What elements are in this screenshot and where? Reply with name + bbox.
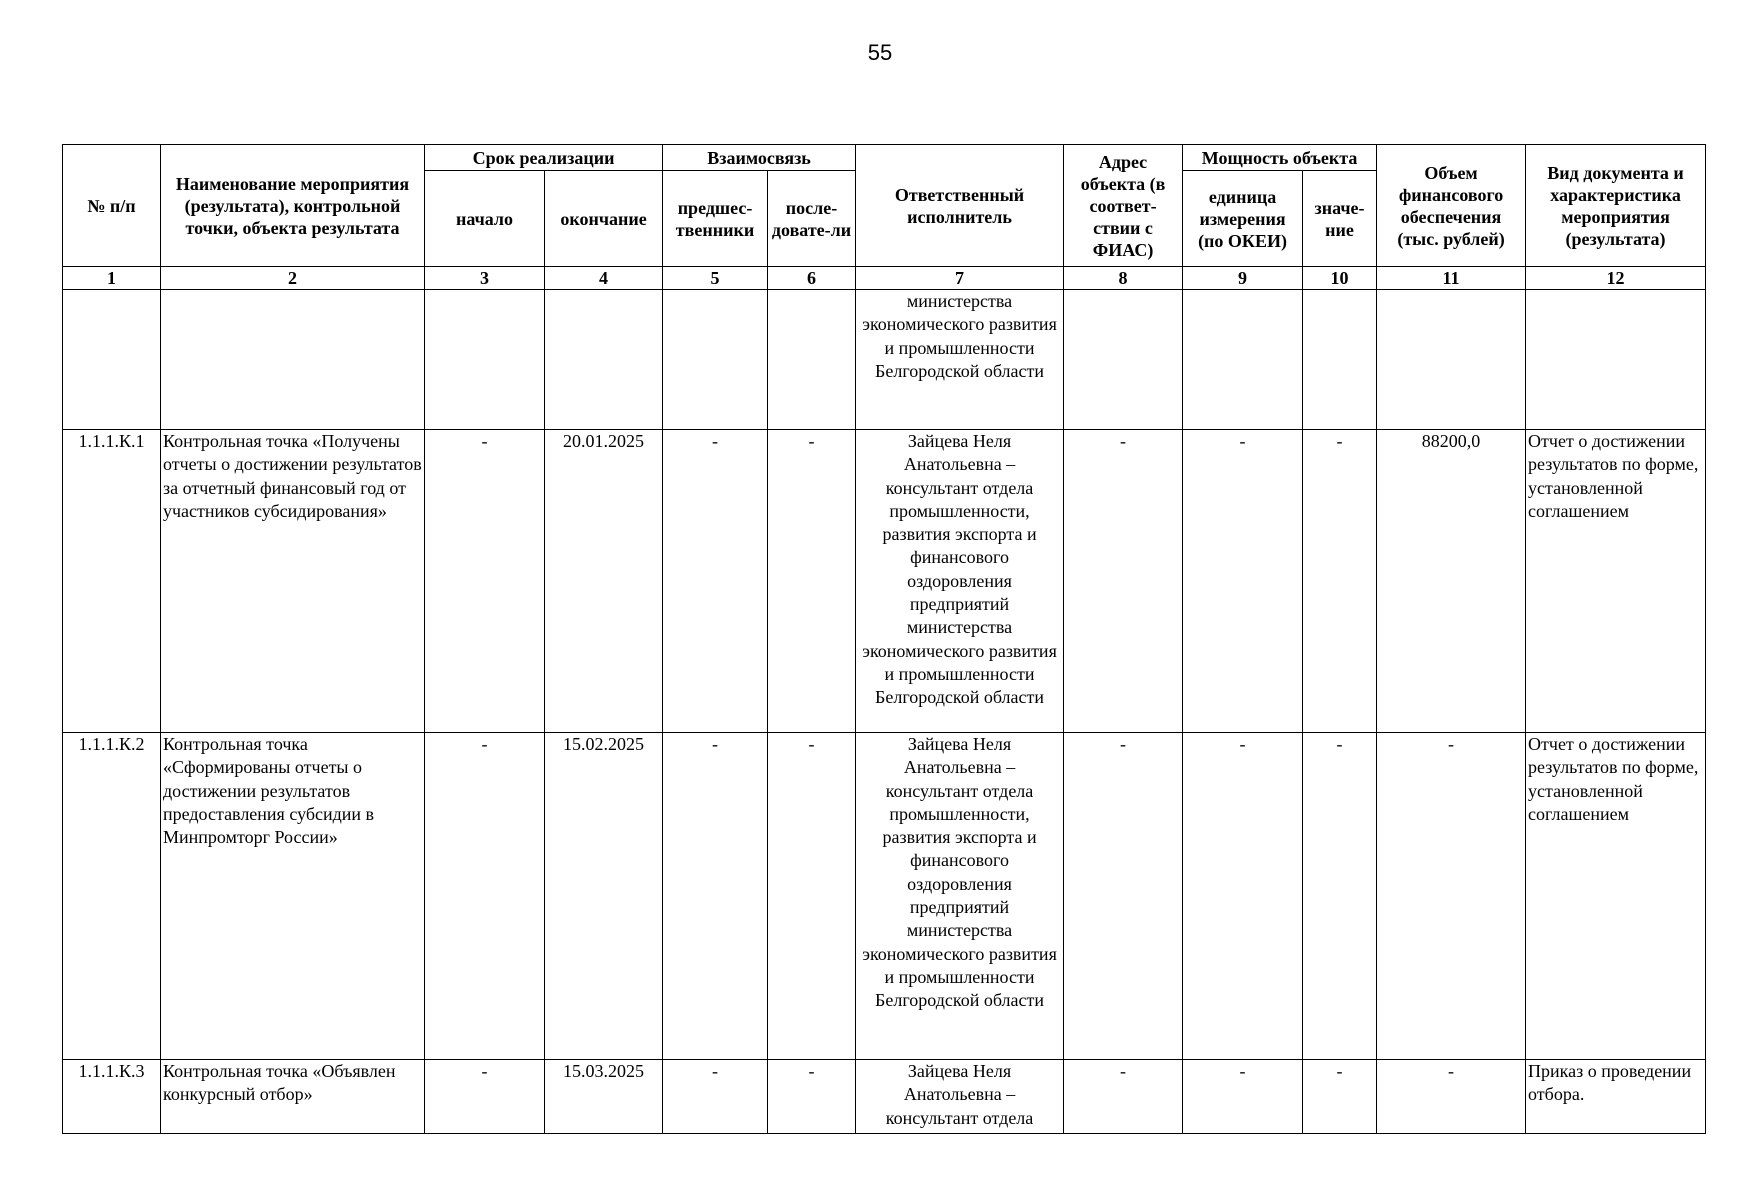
row-predecessors	[663, 290, 768, 430]
table-row	[63, 430, 1706, 733]
header-responsible: Ответственный исполнитель	[856, 145, 1064, 267]
row-successors: -	[768, 430, 856, 733]
row-name: Контрольная точка «Сформированы отчеты о достижении результатов предоставления субсидии в Минпромторг России»	[161, 733, 425, 1060]
row-address	[1064, 290, 1183, 430]
row-document: Отчет о достижении результатов по форме, установленной соглашением	[1526, 430, 1706, 733]
events-table	[62, 144, 1706, 1134]
page-number: 55	[867, 40, 893, 65]
header-predecessors: предшес-твенники	[663, 171, 768, 267]
row-address: -	[1064, 1060, 1183, 1134]
table-row	[63, 733, 1706, 1060]
row-financing: -	[1377, 733, 1526, 1060]
row-unit: -	[1183, 430, 1303, 733]
column-number: 3	[425, 267, 545, 290]
header-number: № п/п	[63, 145, 161, 267]
row-unit: -	[1183, 1060, 1303, 1134]
row-end: 15.02.2025	[545, 733, 663, 1060]
row-end	[545, 290, 663, 430]
column-number: 9	[1183, 267, 1303, 290]
row-predecessors: -	[663, 1060, 768, 1134]
row-unit: -	[1183, 733, 1303, 1060]
header-name: Наименование мероприятия (результата), контрольной точки, объекта результата	[161, 145, 425, 267]
row-id: 1.1.1.К.1	[63, 430, 161, 733]
header-link-group: Взаимосвязь	[663, 145, 856, 171]
row-document	[1526, 290, 1706, 430]
row-responsible: министерства экономического развития и промышленности Белгородской области	[856, 290, 1064, 430]
column-number: 4	[545, 267, 663, 290]
header-unit: единица измерения (по ОКЕИ)	[1183, 171, 1303, 267]
row-financing: 88200,0	[1377, 430, 1526, 733]
column-number: 5	[663, 267, 768, 290]
row-predecessors: -	[663, 733, 768, 1060]
row-start: -	[425, 733, 545, 1060]
row-id: 1.1.1.К.3	[63, 1060, 161, 1134]
column-number: 2	[161, 267, 425, 290]
column-number: 1	[63, 267, 161, 290]
row-id: 1.1.1.К.2	[63, 733, 161, 1060]
column-number: 10	[1303, 267, 1377, 290]
header-financing: Объем финансового обеспечения (тыс. рублей)	[1377, 145, 1526, 267]
column-number: 6	[768, 267, 856, 290]
header-address: Адрес объекта (в соответ-ствии с ФИАС)	[1064, 145, 1183, 267]
row-responsible: Зайцева Неля Анатольевна – консультант отдела промышленности, развития экспорта и финансового оздоровления предприятий министерства экономического развития и промышленности Белгородской области	[856, 733, 1064, 1060]
row-financing: -	[1377, 1060, 1526, 1134]
row-start: -	[425, 430, 545, 733]
row-financing	[1377, 290, 1526, 430]
row-end: 15.03.2025	[545, 1060, 663, 1134]
row-document: Отчет о достижении результатов по форме, установленной соглашением	[1526, 733, 1706, 1060]
row-name: Контрольная точка «Объявлен конкурсный отбор»	[161, 1060, 425, 1134]
row-end: 20.01.2025	[545, 430, 663, 733]
header-start: начало	[425, 171, 545, 267]
header-successors: после-довате-ли	[768, 171, 856, 267]
row-start	[425, 290, 545, 430]
header-value: значе-ние	[1303, 171, 1377, 267]
header-document: Вид документа и характеристика мероприятия (результата)	[1526, 145, 1706, 267]
row-successors: -	[768, 733, 856, 1060]
table-row	[63, 290, 1706, 430]
header-term-group: Срок реализации	[425, 145, 663, 171]
column-number: 12	[1526, 267, 1706, 290]
row-value	[1303, 290, 1377, 430]
row-name: Контрольная точка «Получены отчеты о достижении результатов за отчетный финансовый год от участников субсидирования»	[161, 430, 425, 733]
row-start: -	[425, 1060, 545, 1134]
row-document: Приказ о проведении отбора.	[1526, 1060, 1706, 1134]
column-number: 11	[1377, 267, 1526, 290]
header-capacity-group: Мощность объекта	[1183, 145, 1377, 171]
row-value: -	[1303, 733, 1377, 1060]
row-predecessors: -	[663, 430, 768, 733]
row-name	[161, 290, 425, 430]
table-row	[63, 1060, 1706, 1134]
row-successors: -	[768, 1060, 856, 1134]
column-number: 7	[856, 267, 1064, 290]
row-value: -	[1303, 1060, 1377, 1134]
row-address: -	[1064, 430, 1183, 733]
row-unit	[1183, 290, 1303, 430]
row-id	[63, 290, 161, 430]
row-successors	[768, 290, 856, 430]
header-end: окончание	[545, 171, 663, 267]
row-responsible: Зайцева Неля Анатольевна – консультант отдела	[856, 1060, 1064, 1134]
row-responsible: Зайцева Неля Анатольевна – консультант отдела промышленности, развития экспорта и финансового оздоровления предприятий министерства экономического развития и промышленности Белгородской области	[856, 430, 1064, 733]
row-address: -	[1064, 733, 1183, 1060]
column-number: 8	[1064, 267, 1183, 290]
row-value: -	[1303, 430, 1377, 733]
